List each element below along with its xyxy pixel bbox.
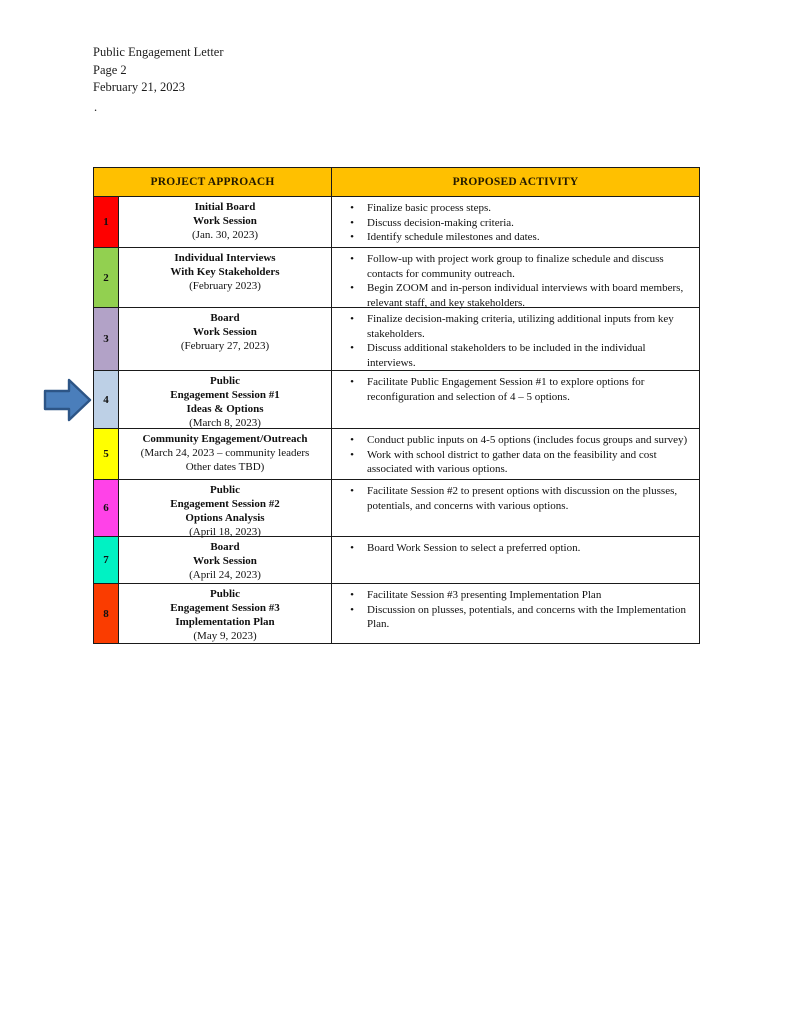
bullet-text: Follow-up with project work group to finalize schedule and discuss contacts for community outreach. (367, 253, 664, 280)
bullet-item (340, 230, 689, 245)
bullet-text: Discussion on plusses, potentials, and concerns with the Implementation Plan. (367, 603, 686, 630)
column-header-project-approach: PROJECT APPROACH (94, 168, 332, 196)
table-row (94, 584, 699, 643)
step-number-cell (94, 480, 119, 536)
approach-cell (119, 248, 332, 307)
step-number-cell (94, 197, 119, 247)
table-row (94, 480, 699, 537)
bullet-dot-icon: • (350, 202, 354, 214)
bullet-text: Facilitate Session #3 presenting Implementation Plan (367, 589, 602, 601)
table-row (94, 248, 699, 308)
column-header-proposed-activity: PROPOSED ACTIVITY (452, 176, 579, 188)
step-number: 4 (103, 393, 109, 406)
approach-cell (119, 197, 332, 247)
activity-cell (332, 371, 699, 428)
approach-date-line: (March 24, 2023 – community leaders (140, 447, 310, 459)
approach-cell (119, 480, 332, 536)
approach-title-line: Implementation Plan (175, 616, 275, 628)
approach-title-line: Community Engagement/Outreach (142, 433, 308, 445)
step-number: 3 (103, 333, 109, 345)
bullet-dot-icon: • (350, 589, 354, 601)
blue-right-arrow-icon (43, 377, 93, 423)
approach-title-line: Engagement Session #3 (170, 602, 280, 614)
approach-title-line: Engagement Session #1 (170, 389, 280, 401)
approach-cell (119, 308, 332, 370)
approach-cell (119, 537, 332, 583)
approach-title-line: Board (210, 312, 240, 324)
approach-cell (119, 429, 332, 479)
table-row (94, 308, 699, 371)
bullet-item (340, 448, 689, 477)
approach-title-line: Engagement Session #2 (170, 498, 280, 510)
approach-date-line: (April 24, 2023) (189, 569, 261, 581)
activity-cell (332, 537, 699, 583)
approach-date-line: (Jan. 30, 2023) (192, 229, 258, 241)
bullet-dot-icon: • (350, 216, 354, 229)
approach-title-line: With Key Stakeholders (170, 266, 280, 278)
table-row (94, 371, 699, 429)
bullet-item (340, 312, 689, 341)
table-row (94, 537, 699, 584)
approach-title-line: Public (210, 484, 240, 496)
activity-cell (332, 308, 699, 370)
step-number: 8 (103, 607, 109, 620)
activity-cell (332, 584, 699, 643)
bullet-dot-icon: • (350, 313, 354, 325)
bullet-dot-icon: • (350, 434, 354, 446)
approach-date-line: Other dates TBD) (185, 461, 265, 473)
step-number-cell (94, 429, 119, 479)
approach-date-line: (March 8, 2023) (189, 417, 261, 429)
step-number: 6 (103, 502, 109, 514)
approach-date-line: (May 9, 2023) (193, 630, 257, 642)
table-body (94, 197, 699, 643)
step-number: 2 (103, 271, 109, 284)
bullet-item (340, 201, 689, 216)
bullet-dot-icon: • (350, 253, 354, 265)
step-number-cell (94, 308, 119, 370)
approach-title-line: Board (210, 541, 240, 553)
bullet-dot-icon: • (350, 485, 354, 497)
approach-title-line: Work Session (193, 326, 257, 338)
approach-title-line: Work Session (193, 215, 257, 227)
step-number: 1 (103, 216, 109, 228)
activity-cell (332, 429, 699, 479)
bullet-dot-icon: • (350, 376, 354, 388)
bullet-dot-icon: • (350, 231, 354, 243)
approach-date-line: (April 18, 2023) (189, 526, 261, 538)
approach-title-line: Initial Board (194, 201, 256, 213)
project-schedule-table (93, 167, 700, 644)
approach-title-line: Options Analysis (185, 512, 265, 524)
bullet-item (340, 541, 689, 556)
approach-cell (119, 371, 332, 428)
bullet-text: Conduct public inputs on 4-5 options (includes focus groups and survey) (367, 434, 688, 446)
page-number: Page 2 (93, 62, 127, 77)
bullet-text: Discuss decision-making criteria. (367, 216, 514, 229)
bullet-text: Finalize decision-making criteria, utilizing additional inputs from key stakeholders. (367, 313, 674, 340)
approach-title-line: Work Session (193, 555, 257, 567)
activity-cell (332, 248, 699, 307)
bullet-item (340, 341, 689, 370)
bullet-item (340, 484, 689, 513)
bullet-item (340, 281, 689, 310)
approach-date-line: (February 2023) (189, 280, 261, 292)
table-row (94, 197, 699, 248)
bullet-text: Discuss additional stakeholders to be included in the individual interviews. (367, 342, 646, 369)
letter-title: Public Engagement Letter (93, 45, 224, 59)
step-number-cell (94, 584, 119, 643)
step-number-cell (94, 248, 119, 307)
bullet-dot-icon: • (350, 542, 354, 554)
bullet-text: Begin ZOOM and in-person individual interviews with board members, relevant staff, and key stakeholders. (367, 282, 684, 309)
approach-title-line: Individual Interviews (174, 252, 276, 264)
step-number: 7 (103, 554, 109, 566)
approach-cell (119, 584, 332, 643)
step-number: 5 (103, 448, 109, 460)
table-header-row (94, 168, 699, 197)
bullet-text: Board Work Session to select a preferred option. (367, 542, 581, 554)
approach-date-line: (February 27, 2023) (180, 340, 270, 352)
bullet-text: Finalize basic process steps. (367, 202, 492, 214)
activity-cell (332, 197, 699, 247)
approach-title-line: Ideas & Options (186, 403, 264, 415)
activity-cell (332, 480, 699, 536)
bullet-text: Work with school district to gather data on the feasibility and cost associated with various options. (367, 448, 657, 475)
approach-title-line: Public (210, 588, 240, 600)
bullet-dot-icon: • (350, 448, 354, 461)
bullet-text: Facilitate Public Engagement Session #1 to explore options for reconfiguration and selection of 4 – 5 options. (367, 376, 645, 403)
bullet-item (340, 252, 689, 281)
bullet-item (340, 603, 689, 632)
step-number-cell (94, 371, 119, 428)
bullet-dot-icon: • (350, 342, 354, 354)
letter-date: February 21, 2023 (93, 80, 185, 94)
step-number-cell (94, 537, 119, 583)
bullet-item (340, 375, 689, 404)
stray-period: . (94, 100, 98, 114)
bullet-item (340, 216, 689, 231)
letter-header (93, 44, 224, 97)
bullet-text: Facilitate Session #2 to present options with discussion on the plusses, potentials, and concerns with various options. (367, 485, 678, 512)
bullet-item (340, 433, 689, 448)
table-row (94, 429, 699, 480)
bullet-item (340, 588, 689, 603)
bullet-dot-icon: • (350, 603, 354, 616)
bullet-dot-icon: • (350, 282, 354, 294)
approach-title-line: Public (210, 375, 240, 387)
bullet-text: Identify schedule milestones and dates. (367, 231, 540, 243)
